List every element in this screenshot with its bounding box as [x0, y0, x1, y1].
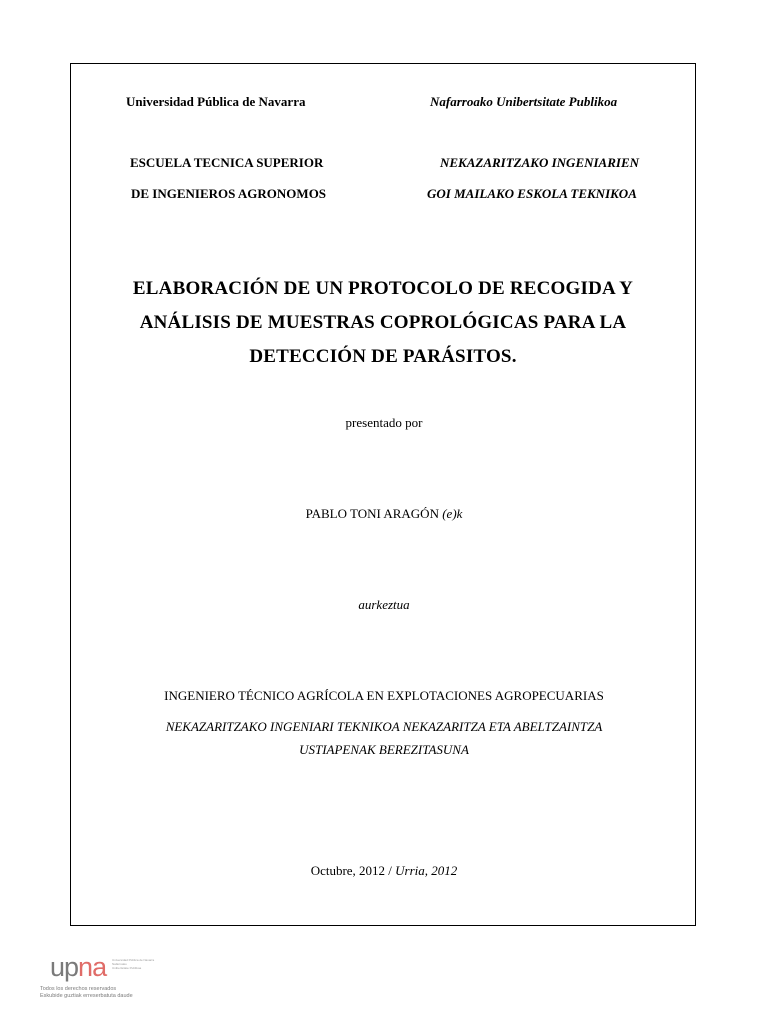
upna-logo-wordmark: upna: [50, 952, 107, 982]
upna-logo-fine-print: Universidad Pública de Navarra Nafarroako Unibertsitate Publikoa: [112, 958, 155, 970]
title-line-3: DETECCIÓN DE PARÁSITOS.: [249, 346, 517, 367]
author-suffix: (e)k: [442, 506, 463, 521]
date-eu: Urria, 2012: [395, 863, 458, 878]
school-name-es-line2: DE INGENIEROS AGRONOMOS: [131, 186, 327, 201]
university-name-eu: Nafarroako Unibertsitate Publikoa: [430, 94, 618, 109]
degree-es: INGENIERO TÉCNICO AGRÍCOLA EN EXPLOTACIONES AGROPECUARIAS: [164, 688, 604, 703]
school-name-eu-line2: GOI MAILAKO ESKOLA TEKNIKOA: [427, 186, 637, 201]
presented-by-label: presentado por: [345, 415, 423, 430]
date-line: [0, 863, 768, 879]
rights-notice: Todos los derechos reservados Eskubide guztiak erreserbatuta daude: [40, 986, 133, 999]
title-line-1: ELABORACIÓN DE UN PROTOCOLO DE RECOGIDA Y: [132, 278, 634, 299]
school-name-eu-line1: NEKAZARITZAKO INGENIARIEN: [440, 155, 640, 170]
author-name: PABLO TONI ARAGÓN: [305, 506, 439, 521]
date-es: Octubre, 2012 /: [310, 863, 392, 878]
upna-logo: [40, 952, 160, 1012]
title-line-2: ANÁLISIS DE MUESTRAS COPROLÓGICAS PARA LA: [139, 312, 627, 333]
school-name-es-line1: ESCUELA TECNICA SUPERIOR: [130, 155, 324, 170]
university-name-es: Universidad Pública de Navarra: [126, 94, 306, 109]
author-line: [0, 506, 768, 522]
degree-eu-line2: USTIAPENAK BEREZITASUNA: [299, 742, 469, 757]
document-title: [70, 272, 696, 374]
presented-label-eu: aurkeztua: [358, 597, 410, 612]
degree-eu-line1: NEKAZARITZAKO INGENIARI TEKNIKOA NEKAZARITZA ETA ABELTZAINTZA: [165, 719, 603, 734]
